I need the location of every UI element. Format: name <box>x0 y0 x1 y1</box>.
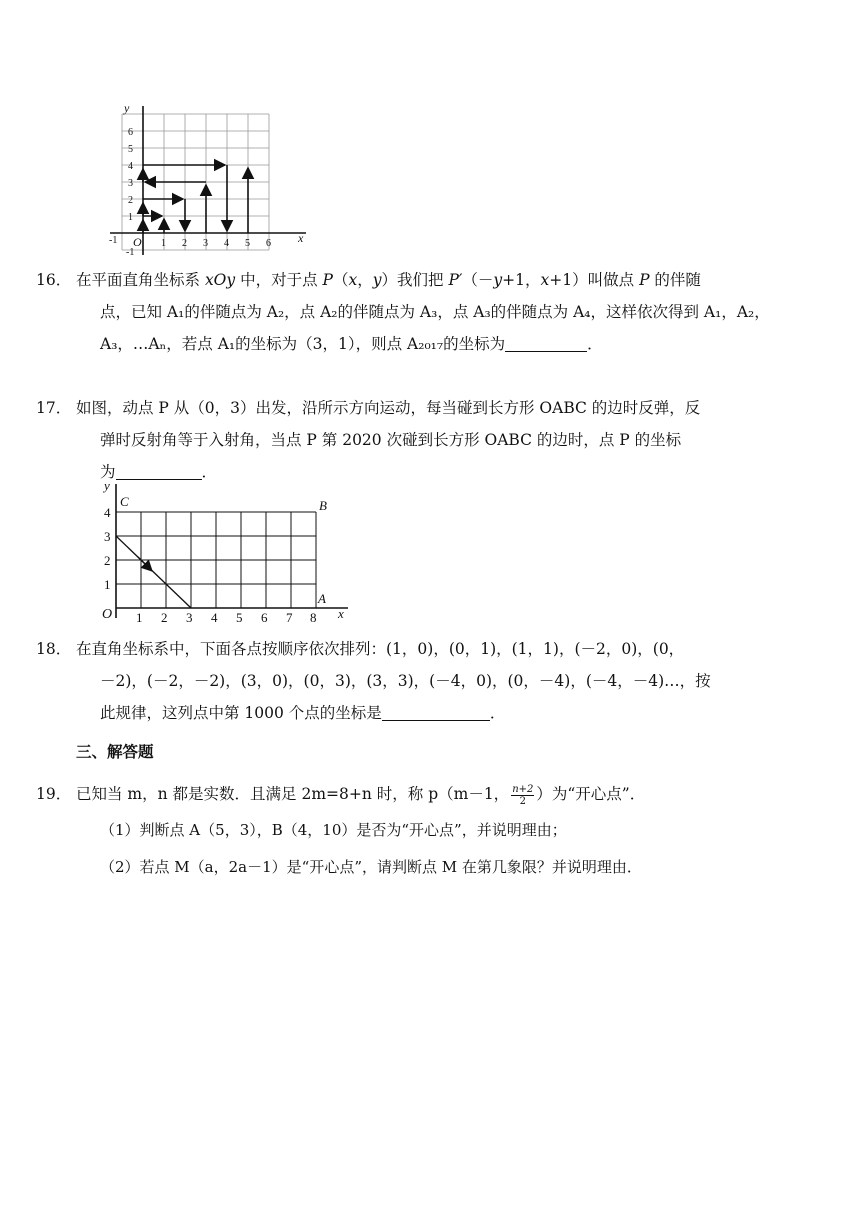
fraction <box>511 784 534 807</box>
arrow-grid-svg <box>100 100 315 260</box>
q16-var: P <box>639 271 650 289</box>
fig2-x-label: x <box>338 606 344 621</box>
q16-line-3 <box>76 328 786 360</box>
q16-text: ， <box>357 271 373 289</box>
q17-line-2: 弹时反射角等于入射角，当点 P 第 2020 次碰到长方形 OABC 的边时，点 P 的坐标 <box>100 431 682 449</box>
q16-text: ． <box>587 335 603 353</box>
question-16 <box>36 264 786 360</box>
fig1-y-tick: 6 <box>128 127 133 138</box>
q16-var: P <box>322 271 333 289</box>
q19-part-1: （1）判断点 A（5，3），B（4，10）是否为“开心点”，并说明理由； <box>100 821 567 839</box>
fig2-x-tick: 1 <box>136 610 143 625</box>
q16-var: x <box>348 271 358 289</box>
q18-line-1 <box>36 633 786 665</box>
fig1-x-tick: 4 <box>224 238 229 249</box>
q17-number: 17． <box>36 399 72 417</box>
answer-blank[interactable] <box>382 702 490 721</box>
q16-line-2: 点，已知 A₁的伴随点为 A₂，点 A₂的伴随点为 A₃，点 A₃的伴随点为 A₄，这样依次得到 A₁，A₂， <box>100 303 770 321</box>
q16-text: +1）叫做点 <box>549 271 640 289</box>
q16-var: y <box>493 271 503 289</box>
q18-number: 18． <box>36 640 72 658</box>
q16-text: 在平面直角坐标系 <box>76 271 205 289</box>
fig1-y-tick: 3 <box>128 178 133 189</box>
q18-line-2: －2)，(－2，－2)，(3，0)，(0，3)，(3，3)，(－4，0)，(0，－4)，(－4，－4)…，按 <box>100 672 711 690</box>
fig1-y-tick: 1 <box>128 212 133 223</box>
fig1-x-tick: 5 <box>245 238 250 249</box>
fig2-origin-label: O <box>102 607 113 622</box>
q17-text: ． <box>201 463 218 481</box>
q19-number: 19． <box>36 785 72 803</box>
fig2-x-tick: 7 <box>286 610 293 625</box>
q17-text: 如图，动点 P 从（0，3）出发，沿所示方向运动，每当碰到长方形 OABC 的边时反弹，反 <box>76 399 701 417</box>
question-17 <box>36 392 786 488</box>
fraction-numerator: n+2 <box>512 783 534 795</box>
q16-text: ）我们把 <box>381 271 449 289</box>
fig1-x-tick: 3 <box>203 238 208 249</box>
figure-rectangle-oabc <box>98 478 358 628</box>
q16-text: 中，对于点 <box>235 271 323 289</box>
fig1-y-label: y <box>124 101 130 115</box>
figure-arrow-grid <box>100 100 315 260</box>
fig2-point-c: C <box>120 494 129 509</box>
q16-var: x <box>540 271 550 289</box>
fig1-y-tick: 2 <box>128 195 133 206</box>
direction-arrow <box>138 557 152 571</box>
fig1-x-tick: 2 <box>182 238 187 249</box>
q19-part-2: （2）若点 M（a，2a－1）是“开心点”，请判断点 M 在第几象限？并说明理由． <box>100 858 642 876</box>
q19-line-1 <box>36 778 786 810</box>
rectangle-grid-svg <box>98 478 358 628</box>
fig2-y-tick: 3 <box>104 529 111 544</box>
q16-line-1 <box>36 264 786 296</box>
rect-grid-lines <box>116 512 316 608</box>
fig2-y-tick: 2 <box>104 553 111 568</box>
q18-text: 在直角坐标系中，下面各点按顺序依次排列：(1，0)，(0，1)，(1，1)，(－2，0)，(0， <box>76 640 685 658</box>
question-19 <box>36 778 786 810</box>
q16-text: （－ <box>462 271 494 289</box>
q16-var: P′ <box>448 271 463 289</box>
fig1-y-tick: 5 <box>128 144 133 155</box>
q17-line-1 <box>36 392 786 424</box>
q18-text: ． <box>489 704 506 722</box>
fig2-x-tick: 3 <box>186 610 193 625</box>
bounce-path <box>116 536 191 608</box>
fig2-y-tick: 1 <box>104 577 111 592</box>
fig1-x-tick: 1 <box>161 238 166 249</box>
fig2-y-tick: 4 <box>104 505 111 520</box>
fig2-x-tick: 4 <box>211 610 218 625</box>
question-18 <box>36 633 786 729</box>
q16-text: 的伴随 <box>649 271 701 289</box>
fig2-y-label: y <box>104 478 110 493</box>
q16-text: （ <box>332 271 349 289</box>
fig1-x-tick: -1 <box>109 235 118 246</box>
fig2-x-tick: 2 <box>161 610 168 625</box>
fig2-x-tick: 6 <box>261 610 268 625</box>
q16-text: +1， <box>502 271 541 289</box>
answer-blank[interactable] <box>505 333 587 352</box>
fig1-origin-label: O <box>133 235 142 249</box>
fig2-x-tick: 5 <box>236 610 243 625</box>
q16-number: 16． <box>36 271 72 289</box>
fig2-x-tick: 8 <box>310 610 317 625</box>
q19-text: 已知当 m，n 都是实数．且满足 2m=8+n 时，称 p（m－1， <box>76 785 510 803</box>
q18-text: 此规律，这列点中第 1000 个点的坐标是 <box>100 704 382 722</box>
q16-text: A₃，…Aₙ，若点 A₁的坐标为（3，1），则点 A₂₀₁₇的坐标为 <box>100 335 506 353</box>
fig2-point-b: B <box>319 498 327 513</box>
q16-var: xOy <box>204 271 236 289</box>
fig1-y-tick: -1 <box>126 247 135 258</box>
q17-text: 为 <box>100 463 116 481</box>
q16-var: y <box>372 271 382 289</box>
fig1-x-label: x <box>298 231 304 245</box>
q19-text: ）为“开心点”． <box>536 785 646 803</box>
section-heading: 三、解答题 <box>76 743 154 761</box>
fig1-y-tick: 4 <box>128 161 133 172</box>
fig2-point-a: A <box>318 591 326 606</box>
q18-line-3 <box>76 697 786 729</box>
fraction-denominator: 2 <box>519 795 526 807</box>
fig1-x-tick: 6 <box>266 238 271 249</box>
